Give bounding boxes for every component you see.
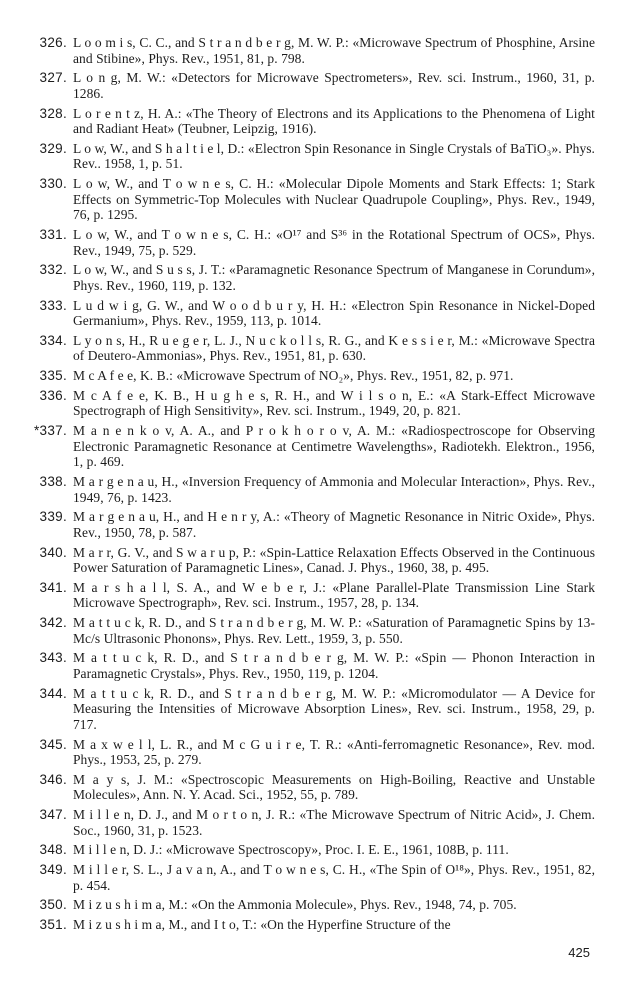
reference-number: 330. xyxy=(39,176,67,192)
reference-number: 346. xyxy=(39,771,67,787)
reference-number: 345. xyxy=(39,736,67,752)
reference-entry xyxy=(0,388,644,419)
reference-number: 328. xyxy=(39,105,67,121)
reference-text: L y o n s, H., R u e g e r, L. J., N u c k o l l s, R. G., and K e s s i e r, M.: «Microwave Spectra of Deutero-Ammonias», Phys. Rev., 1951, 81, p. 630. xyxy=(73,332,595,364)
reference-entry xyxy=(0,772,644,803)
reference-number: 349. xyxy=(39,862,67,878)
reference-text: M c A f e e, K. B., H u g h e s, R. H., and W i l s o n, E.: «A Stark-Effect Microwave Spectrograph of High Sensitivity», Rev. sci. Instrum., 1949, 20, p. 821. xyxy=(73,387,595,419)
reference-number: 332. xyxy=(39,262,67,278)
reference-text: L o r e n t z, H. A.: «The Theory of Electrons and its Applications to the Phenomena of Light and Radiant Heat» (Teubner, Leipzig, 1916). xyxy=(73,105,595,137)
reference-entry xyxy=(0,423,644,470)
reference-number: *337. xyxy=(33,423,67,439)
reference-number: 350. xyxy=(39,897,67,913)
reference-entry xyxy=(0,333,644,364)
reference-text: L u d w i g, G. W., and W o o d b u r y, H. H.: «Electron Spin Resonance in Nickel-Doped Germanium», Phys. Rev., 1959, 113, p. 1014. xyxy=(73,297,595,329)
reference-text: M i l l e n, D. J.: «Microwave Spectroscopy», Proc. I. E. E., 1961, 108B, p. 111. xyxy=(73,842,509,858)
reference-text: M a t t u c k, R. D., and S t r a n d b e r g, M. W. P.: «Micromodulator — A Device for Measuring the Intensities of Microwave Absorption Lines», Rev. sci. Instrum., 1958, 29, p. 717. xyxy=(73,685,595,732)
reference-text: M a r s h a l l, S. A., and W e b e r, J.: «Plane Parallel-Plate Transmission Line Stark Microwave Spectrograph», Rev. sci. Instrum., 1957, 28, p. 134. xyxy=(73,579,595,611)
reference-number: 343. xyxy=(39,650,67,666)
reference-entry xyxy=(0,368,644,384)
reference-number: 336. xyxy=(39,387,67,403)
reference-entry xyxy=(0,862,644,893)
reference-number: 348. xyxy=(39,842,67,858)
reference-text: M a n e n k o v, A. A., and P r o k h o r o v, A. M.: «Radiospectroscope for Observing Electronic Paramagnetic Resonance at Centimetre Wavelengths», Radiotekh. Elektron., 1956, 1, p. 469. xyxy=(73,423,595,470)
reference-entry xyxy=(0,106,644,137)
reference-number: 327. xyxy=(39,70,67,86)
reference-entry xyxy=(0,298,644,329)
reference-text: L o w, W., and S h a l t i e l, D.: «Electron Spin Resonance in Single Crystals of BaTiO₃». Phys. Rev.. 1958, 1, p. 51. xyxy=(73,140,595,172)
reference-text: L o w, W., and T o w n e s, C. H.: «Molecular Dipole Moments and Stark Effects: 1; Stark Effects on Symmetric-Top Molecules with Nuclear Quadrupole Coupling», Phys. Rev., 1949, 76, p. 1295. xyxy=(73,176,595,223)
reference-entry xyxy=(0,917,644,933)
reference-number: 344. xyxy=(39,685,67,701)
reference-entry xyxy=(0,842,644,858)
reference-text: M c A f e e, K. B.: «Microwave Spectrum of NO₂», Phys. Rev., 1951, 82, p. 971. xyxy=(73,368,514,384)
reference-entry xyxy=(0,474,644,505)
reference-number: 340. xyxy=(39,544,67,560)
reference-text: M i l l e n, D. J., and M o r t o n, J. R.: «The Microwave Spectrum of Nitric Acid», J. Chem. Soc., 1960, 31, p. 1523. xyxy=(73,807,595,838)
reference-text: L o n g, M. W.: «Detectors for Microwave Spectrometers», Rev. sci. Instrum., 1960, 31, p. 1286. xyxy=(73,70,595,101)
reference-entry xyxy=(0,545,644,576)
reference-entry xyxy=(0,141,644,172)
reference-number: 331. xyxy=(39,227,67,242)
reference-entry xyxy=(0,580,644,611)
reference-entry xyxy=(0,176,644,223)
reference-number: 335. xyxy=(39,368,67,384)
reference-entry xyxy=(0,897,644,913)
reference-number: 351. xyxy=(39,917,67,933)
reference-entry xyxy=(0,737,644,768)
reference-number: 329. xyxy=(39,140,67,156)
reference-list xyxy=(0,35,644,937)
reference-number: 326. xyxy=(39,35,67,50)
reference-text: L o w, W., and S u s s, J. T.: «Paramagnetic Resonance Spectrum of Manganese in Corundum», Phys. Rev., 1960, 119, p. 132. xyxy=(73,262,595,293)
reference-number: 347. xyxy=(39,807,67,823)
reference-text: M a x w e l l, L. R., and M c G u i r e, T. R.: «Anti-ferromagnetic Resonance», Rev. mod. Phys., 1953, 25, p. 279. xyxy=(73,736,595,768)
reference-text: M a y s, J. M.: «Spectroscopic Measurements on High-Boiling, Reactive and Unstable Molecules», Ann. N. Y. Acad. Sci., 1952, 55, p. 789. xyxy=(73,771,595,803)
reference-text: L o o m i s, C. C., and S t r a n d b e r g, M. W. P.: «Microwave Spectrum of Phosphine, Arsine and Stibine», Phys. Rev., 1951, 81, p. 798. xyxy=(73,35,595,66)
reference-text: M i z u s h i m a, M., and I t o, T.: «On the Hyperfine Structure of the xyxy=(73,917,451,933)
reference-number: 341. xyxy=(39,579,67,595)
reference-entry xyxy=(0,509,644,540)
reference-entry xyxy=(0,807,644,838)
reference-number: 339. xyxy=(39,509,67,525)
reference-entry xyxy=(0,35,644,66)
reference-text: M a r r, G. V., and S w a r u p, P.: «Spin-Lattice Relaxation Effects Observed in the Continuous Power Saturation of Paramagnetic Lines», Canad. J. Phys., 1960, 38, p. 495. xyxy=(73,544,595,576)
page-number: 425 xyxy=(568,945,590,960)
reference-number: 342. xyxy=(39,615,67,631)
reference-number: 334. xyxy=(39,332,67,348)
reference-entry xyxy=(0,227,644,258)
reference-text: M i l l e r, S. L., J a v a n, A., and T o w n e s, C. H., «The Spin of O¹⁸», Phys. Rev., 1951, 82, p. 454. xyxy=(73,862,595,893)
reference-entry xyxy=(0,650,644,681)
reference-entry xyxy=(0,686,644,733)
reference-number: 333. xyxy=(39,297,67,313)
reference-text: M a t t u c k, R. D., and S t r a n d b e r g, M. W. P.: «Spin — Phonon Interaction in Paramagnetic Crystals», Phys. Rev., 1950, 119, p. 1204. xyxy=(73,650,595,681)
reference-entry xyxy=(0,262,644,293)
reference-number: 338. xyxy=(39,473,67,489)
reference-entry xyxy=(0,70,644,101)
reference-text: M a r g e n a u, H., «Inversion Frequency of Ammonia and Molecular Interaction», Phys. Rev., 1949, 76, p. 1423. xyxy=(73,473,595,505)
reference-text: M a r g e n a u, H., and H e n r y, A.: «Theory of Magnetic Resonance in Nitric Oxide», Phys. Rev., 1950, 78, p. 587. xyxy=(73,509,595,540)
reference-text: M a t t u c k, R. D., and S t r a n d b e r g, M. W. P.: «Saturation of Paramagnetic Spins by 13-Mc/s Ultrasonic Phonons», Phys. Rev. Lett., 1959, 3, p. 550. xyxy=(73,615,595,646)
reference-text: M i z u s h i m a, M.: «On the Ammonia Molecule», Phys. Rev., 1948, 74, p. 705. xyxy=(73,897,517,913)
reference-text: L o w, W., and T o w n e s, C. H.: «O¹⁷ and S³⁶ in the Rotational Spectrum of OCS», Phys. Rev., 1949, 75, p. 529. xyxy=(73,227,595,258)
reference-entry xyxy=(0,615,644,646)
